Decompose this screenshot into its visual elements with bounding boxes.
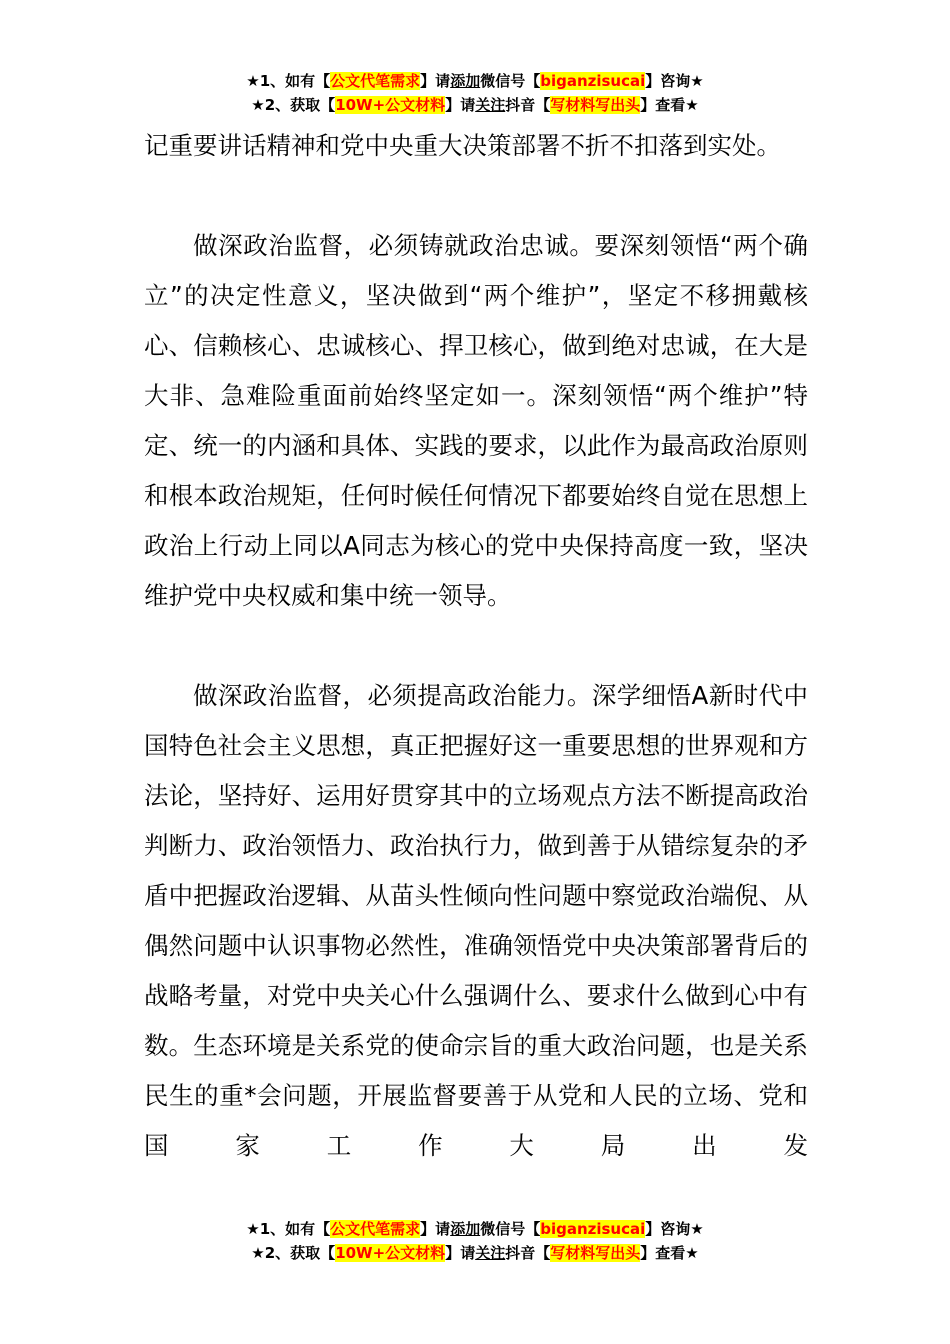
banner-highlight: 写材料写出头 [550,1244,641,1262]
banner-highlight: 10W+公文材料 [335,96,446,114]
header-banner [0,69,950,117]
banner-line-1: ★1、如有【公文代笔需求】请添加微信号【biganzisucai】咨询★ [246,72,704,90]
banner-line-2: ★2、获取【10W+公文材料】请关注抖音【写材料写出头】查看★ [251,96,699,114]
banner-highlight: 公文代笔需求 [330,1220,421,1238]
banner-highlight: biganzisucai [540,72,646,90]
footer-banner [0,1217,950,1265]
paragraph-1: 记重要讲话精神和党中央重大决策部署不折不扣落到实处。 [144,131,781,160]
banner-line-1: ★1、如有【公文代笔需求】请添加微信号【biganzisucai】咨询★ [246,1220,704,1238]
banner-highlight: 公文代笔需求 [330,72,421,90]
paragraph-3: 做深政治监督，必须提高政治能力。深学细悟A新时代中国特色社会主义思想，真正把握好这一重要思想的世界观和方法论，坚持好、运用好贯穿其中的立场观点方法不断提高政治判断力、政治领悟力、政治执行力，做到善于从错综复杂的矛盾中把握政治逻辑、从苗头性倾向性问题中察觉政治端倪、从偶然问题中认识事物必然性，准确领悟党中央决策部署背后的战略考量，对党中央关心什么强调什么、要求什么做到心中有数。生态环境是关系党的使命宗旨的重大政治问题，也是关系民生的重*会问题，开展监督要善于从党和人民的立场、党和国家工作大局出发 [144,681,808,1160]
banner-highlight: 10W+公文材料 [335,1244,446,1262]
paragraph-2: 做深政治监督，必须铸就政治忠诚。要深刻领悟“两个确立”的决定性意义，坚决做到“两个维护”，坚定不移拥戴核心、信赖核心、忠诚核心、捍卫核心，做到绝对忠诚，在大是大非、急难险重面前始终坚定如一。深刻领悟“两个维护”特定、统一的内涵和具体、实践的要求，以此作为最高政治原则和根本政治规矩，任何时候任何情况下都要始终自觉在思想上政治上行动上同以A同志为核心的党中央保持高度一致，坚决维护党中央权威和集中统一领导。 [144,231,808,610]
banner-line-2: ★2、获取【10W+公文材料】请关注抖音【写材料写出头】查看★ [251,1244,699,1262]
document-body [144,121,808,1171]
banner-highlight: 写材料写出头 [550,96,641,114]
banner-highlight: biganzisucai [540,1220,646,1238]
